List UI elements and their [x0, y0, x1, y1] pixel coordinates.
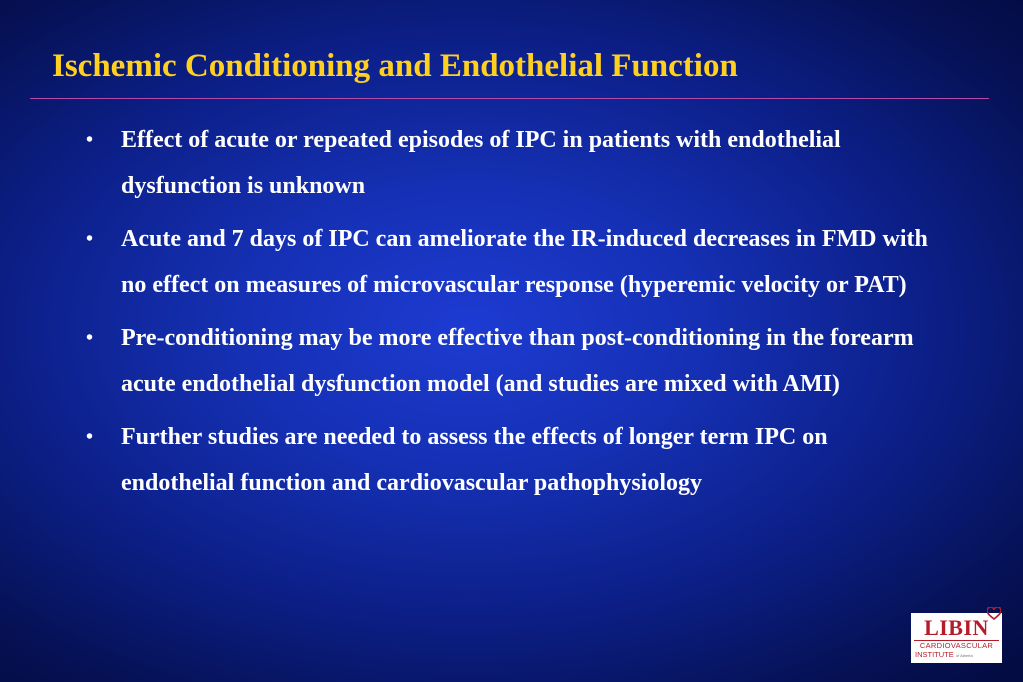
bullet-text: Further studies are needed to assess the effects of longer term IPC on endothelial function and cardiovascular pathophysiology	[121, 424, 828, 496]
bullet-text: Effect of acute or repeated episodes of IPC in patients with endothelial dysfunction is unknown	[121, 127, 841, 199]
bullet-icon: •	[86, 228, 94, 250]
bullet-item	[86, 217, 946, 308]
bullet-icon: •	[86, 129, 94, 151]
bullet-list	[86, 118, 946, 514]
heart-icon	[987, 607, 1001, 620]
bullet-item	[86, 118, 946, 209]
libin-logo	[911, 613, 1002, 663]
slide-title: Ischemic Conditioning and Endothelial Function	[52, 48, 738, 84]
bullet-text: Acute and 7 days of IPC can ameliorate the IR-induced decreases in FMD with no effect on measures of microvascular response (hyperemic velocity or PAT)	[121, 226, 928, 298]
bullet-item	[86, 415, 946, 506]
bullet-text: Pre-conditioning may be more effective than post-conditioning in the forearm acute endothelial dysfunction model (and studies are mixed with AMI)	[121, 325, 914, 397]
bullet-item	[86, 316, 946, 407]
logo-alberta-text: of Alberta	[955, 653, 973, 658]
logo-line-institute	[914, 650, 999, 660]
logo-institute-text: INSTITUTE	[915, 650, 954, 659]
logo-line-cardiovascular: CARDIOVASCULAR	[914, 640, 999, 650]
title-divider	[30, 98, 989, 99]
logo-wordmark: LIBIN	[924, 615, 989, 640]
bullet-icon: •	[86, 426, 94, 448]
bullet-icon: •	[86, 327, 94, 349]
